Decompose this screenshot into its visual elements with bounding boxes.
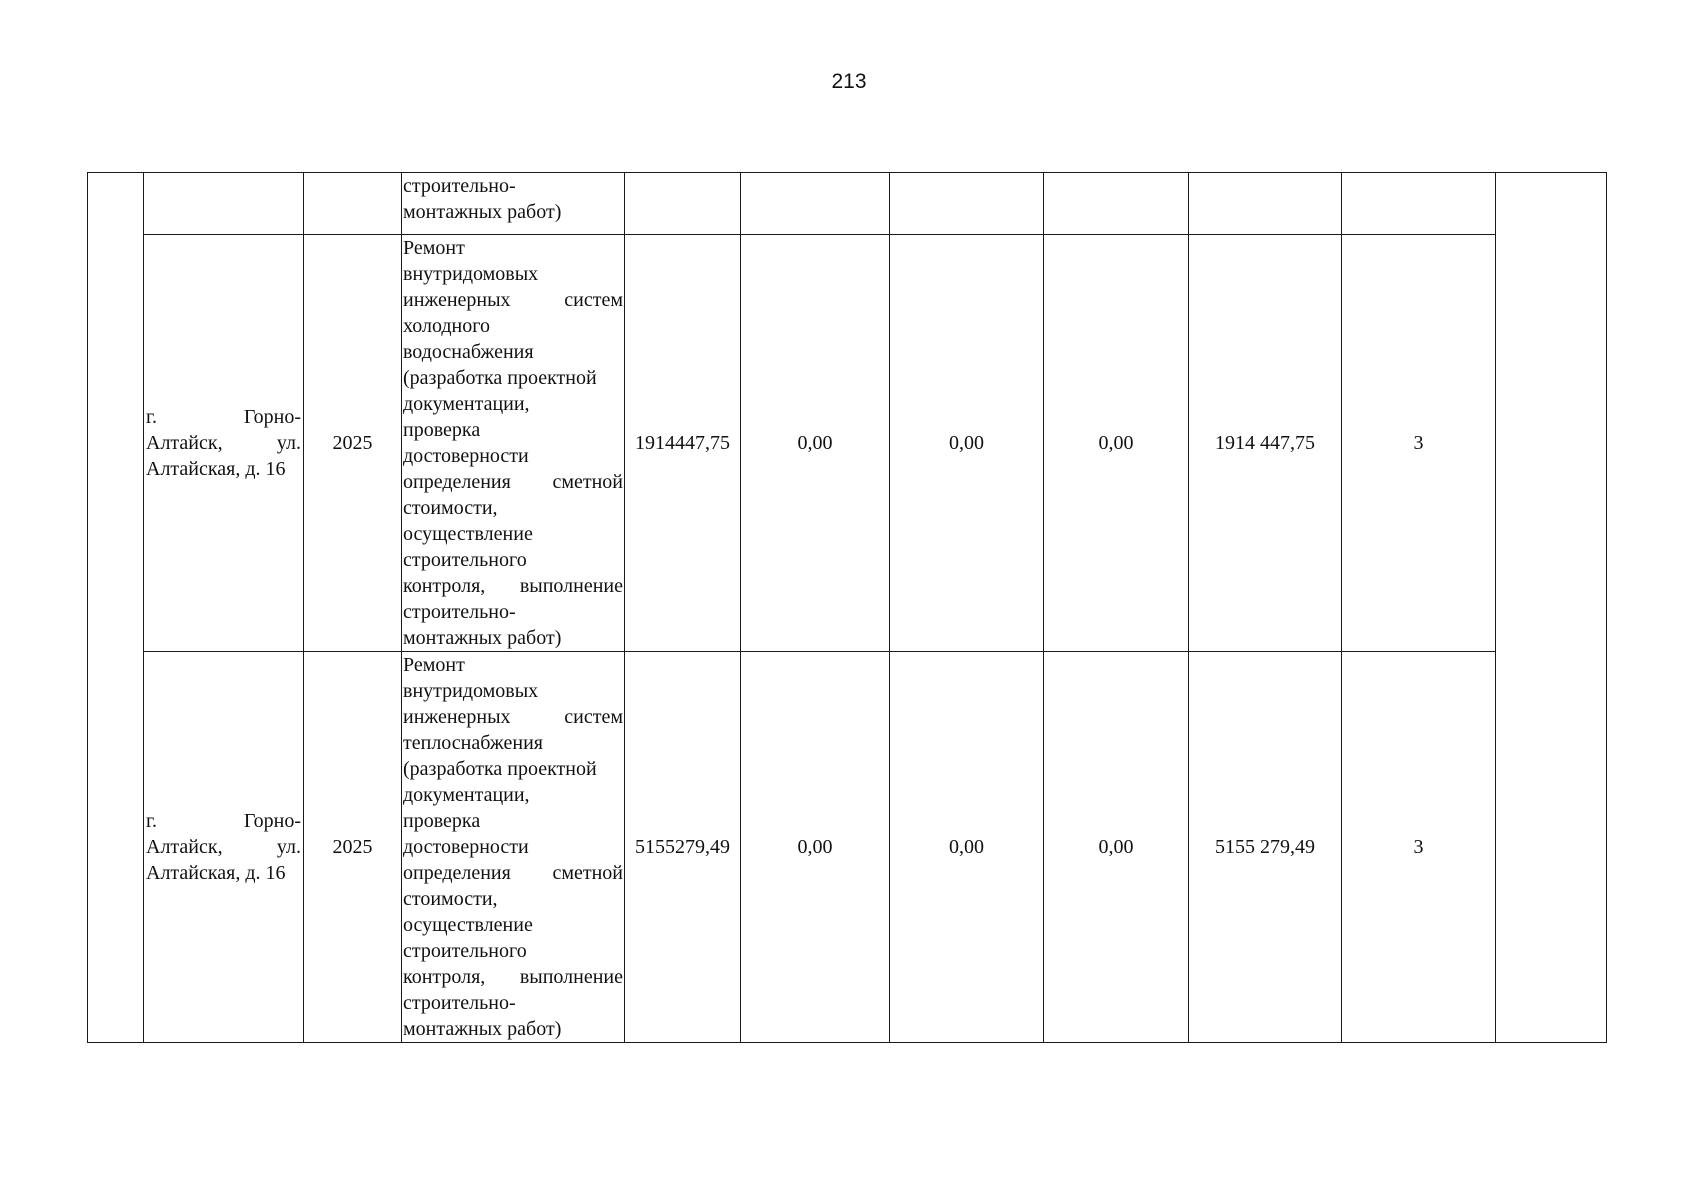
address-line bbox=[146, 834, 301, 860]
funding-cell-c: 0,00 bbox=[1044, 652, 1189, 1043]
address-cell bbox=[144, 235, 304, 652]
description-word: документации, bbox=[403, 784, 530, 806]
term-cell: 3 bbox=[1342, 235, 1496, 652]
address-word: г. bbox=[146, 406, 157, 428]
address-line bbox=[146, 808, 301, 834]
description-word: Ремонт bbox=[403, 237, 465, 259]
description-line bbox=[403, 495, 623, 521]
description-word: выполнение bbox=[519, 966, 623, 988]
funding-cell-b: 0,00 bbox=[890, 652, 1044, 1043]
funding-cell-d: 1914 447,75 bbox=[1189, 235, 1342, 652]
address-word: Горно- bbox=[243, 810, 301, 832]
description-word: водоснабжения bbox=[403, 341, 534, 363]
description-word: определения bbox=[403, 471, 511, 493]
address-word: Алтайск, bbox=[146, 836, 223, 858]
description-word: строительно- bbox=[403, 992, 516, 1014]
description-line bbox=[403, 782, 623, 808]
table-row bbox=[88, 652, 1607, 1043]
description-line bbox=[403, 417, 623, 443]
description-word: документации, bbox=[403, 393, 530, 415]
address-line bbox=[146, 430, 301, 456]
description-line: монтажных работ) bbox=[403, 201, 562, 223]
description-line bbox=[403, 547, 623, 573]
description-line bbox=[403, 599, 623, 625]
description-line bbox=[403, 287, 623, 313]
description-line bbox=[403, 860, 623, 886]
description-word: Ремонт bbox=[403, 654, 465, 676]
term-cell: 3 bbox=[1342, 652, 1496, 1043]
funding-cell-b bbox=[890, 173, 1044, 235]
funding-cell-a bbox=[741, 173, 890, 235]
description-line bbox=[403, 339, 623, 365]
description-word: монтажных работ) bbox=[403, 1018, 562, 1040]
description-line bbox=[403, 1016, 623, 1042]
description-line bbox=[403, 964, 623, 990]
address-word: Алтайская, д. 16 bbox=[146, 862, 286, 884]
address-cell bbox=[144, 173, 304, 235]
address-word: ул. bbox=[276, 836, 301, 858]
repair-schedule-table bbox=[87, 172, 1607, 1043]
total-cell: 5155279,49 bbox=[625, 652, 741, 1043]
description-line bbox=[403, 573, 623, 599]
description-word: сметной bbox=[552, 471, 623, 493]
description-word: сметной bbox=[552, 862, 623, 884]
description-line bbox=[403, 834, 623, 860]
description-line bbox=[403, 365, 623, 391]
description-line bbox=[403, 443, 623, 469]
description-word: систем bbox=[564, 289, 623, 311]
description-line bbox=[403, 652, 623, 678]
description-word: строительно- bbox=[403, 601, 516, 623]
description-word: контроля, bbox=[403, 575, 486, 597]
description-word: холодного bbox=[403, 315, 490, 337]
address-word: ул. bbox=[276, 432, 301, 454]
funding-cell-b: 0,00 bbox=[890, 235, 1044, 652]
description-word: (разработка проектной bbox=[403, 758, 597, 780]
description-word: осуществление bbox=[403, 914, 533, 936]
term-cell bbox=[1342, 173, 1496, 235]
description-word: инженерных bbox=[403, 706, 511, 728]
description-line bbox=[403, 678, 623, 704]
funding-cell-a: 0,00 bbox=[741, 235, 890, 652]
description-word: достоверности bbox=[403, 836, 529, 858]
description-word: строительного bbox=[403, 940, 527, 962]
address-cell bbox=[144, 652, 304, 1043]
description-line bbox=[403, 704, 623, 730]
description-line: строительно- bbox=[403, 175, 516, 197]
address-line bbox=[146, 456, 301, 482]
funding-cell-a: 0,00 bbox=[741, 652, 890, 1043]
description-line bbox=[403, 808, 623, 834]
page-number: 213 bbox=[831, 70, 867, 93]
description-line bbox=[403, 912, 623, 938]
total-cell: 1914447,75 bbox=[625, 235, 741, 652]
note-cell bbox=[1496, 173, 1607, 1043]
table-row bbox=[88, 235, 1607, 652]
description-line bbox=[403, 313, 623, 339]
description-line bbox=[403, 990, 623, 1016]
description-word: проверка bbox=[403, 419, 481, 441]
year-cell: 2025 bbox=[304, 652, 402, 1043]
address-word: Алтайская, д. 16 bbox=[146, 458, 286, 480]
funding-cell-d: 5155 279,49 bbox=[1189, 652, 1342, 1043]
year-cell bbox=[304, 173, 402, 235]
description-line bbox=[403, 469, 623, 495]
description-line bbox=[403, 261, 623, 287]
description-word: выполнение bbox=[519, 575, 623, 597]
description-line bbox=[403, 938, 623, 964]
address-line bbox=[146, 860, 301, 886]
address-word: Горно- bbox=[243, 406, 301, 428]
address-word: Алтайск, bbox=[146, 432, 223, 454]
description-word: достоверности bbox=[403, 445, 529, 467]
description-word: стоимости, bbox=[403, 497, 498, 519]
description-line bbox=[403, 521, 623, 547]
description-word: строительного bbox=[403, 549, 527, 571]
description-word: стоимости, bbox=[403, 888, 498, 910]
description-cell bbox=[402, 173, 625, 235]
description-word: систем bbox=[564, 706, 623, 728]
description-word: инженерных bbox=[403, 289, 511, 311]
description-cell bbox=[402, 235, 625, 652]
description-line bbox=[403, 756, 623, 782]
description-line bbox=[403, 625, 623, 651]
description-word: внутридомовых bbox=[403, 263, 539, 285]
address-word: г. bbox=[146, 810, 157, 832]
description-word: определения bbox=[403, 862, 511, 884]
funding-cell-c: 0,00 bbox=[1044, 235, 1189, 652]
year-cell: 2025 bbox=[304, 235, 402, 652]
description-line bbox=[403, 391, 623, 417]
row-number-cell bbox=[88, 173, 144, 1043]
description-word: (разработка проектной bbox=[403, 367, 597, 389]
funding-cell-d bbox=[1189, 173, 1342, 235]
description-word: монтажных работ) bbox=[403, 627, 562, 649]
address-line bbox=[146, 404, 301, 430]
total-cell bbox=[625, 173, 741, 235]
description-cell bbox=[402, 652, 625, 1043]
description-word: проверка bbox=[403, 810, 481, 832]
description-line bbox=[403, 235, 623, 261]
description-word: осуществление bbox=[403, 523, 533, 545]
funding-cell-c bbox=[1044, 173, 1189, 235]
description-line bbox=[403, 886, 623, 912]
description-word: внутридомовых bbox=[403, 680, 539, 702]
description-word: теплоснабжения bbox=[403, 732, 543, 754]
continuation-row bbox=[88, 173, 1607, 235]
description-line bbox=[403, 730, 623, 756]
description-word: контроля, bbox=[403, 966, 486, 988]
